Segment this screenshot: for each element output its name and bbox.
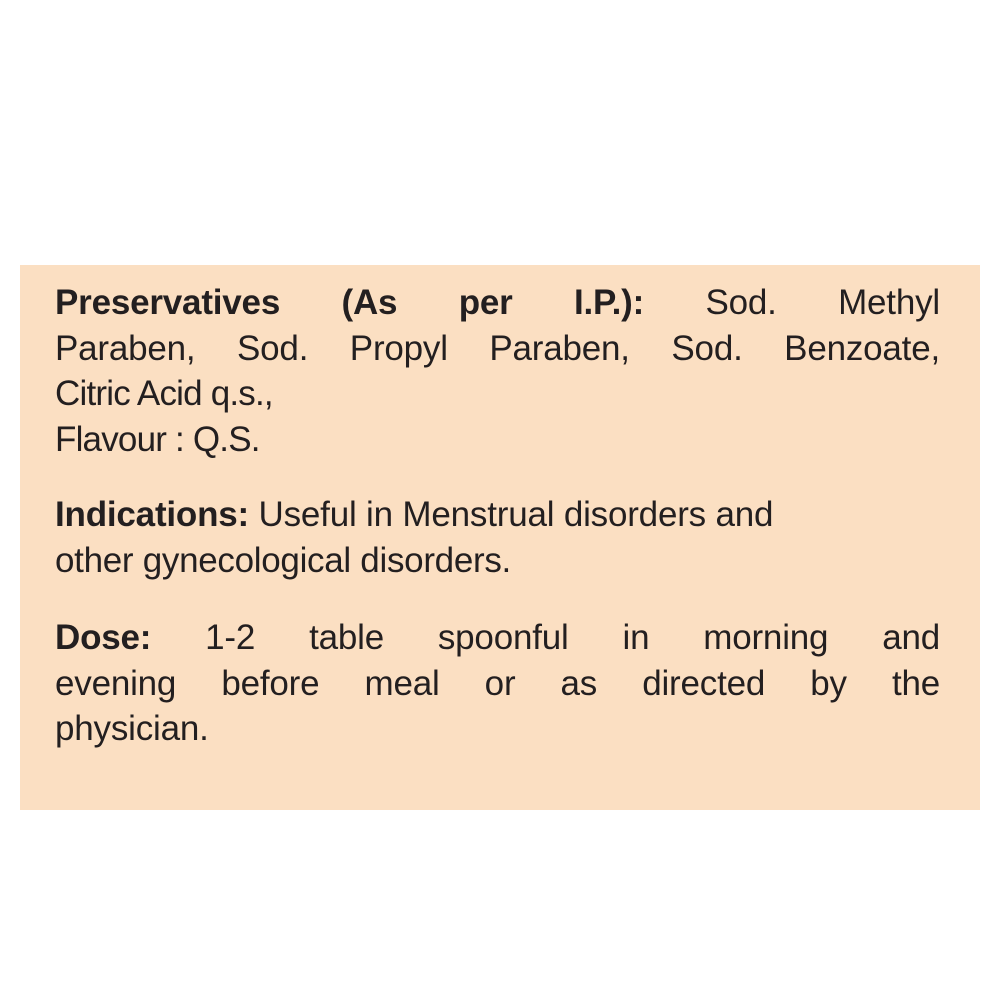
preservatives-line-3: Citric Acid q.s., — [55, 374, 273, 413]
dose-line-3: physician. — [55, 709, 209, 748]
preservatives-line-1-rest: Sod. Methyl — [705, 283, 940, 322]
dose-line-2: evening before meal or as directed by the — [55, 663, 940, 703]
preservatives-line-4: Flavour : Q.S. — [55, 419, 260, 459]
indications-line-1-rest: Useful in Menstrual disorders and — [258, 495, 774, 534]
product-label-panel — [20, 265, 980, 810]
dose-line-1 — [55, 615, 940, 661]
dose-heading: Dose: — [55, 618, 152, 657]
indications-section — [55, 492, 940, 583]
indications-heading: Indications: — [55, 495, 249, 534]
dose-line-1-rest: 1-2 table spoonful in morning and — [205, 618, 941, 657]
preservatives-line-1 — [55, 280, 940, 326]
preservatives-heading: Preservatives (As per I.P.): — [55, 283, 645, 322]
preservatives-section — [55, 280, 940, 462]
dose-section — [55, 615, 940, 752]
indications-line-1 — [55, 492, 940, 538]
indications-line-2: other gynecological disorders. — [55, 540, 511, 580]
preservatives-line-2: Paraben, Sod. Propyl Paraben, Sod. Benzoate, — [55, 328, 940, 368]
label-text-container — [55, 280, 940, 752]
